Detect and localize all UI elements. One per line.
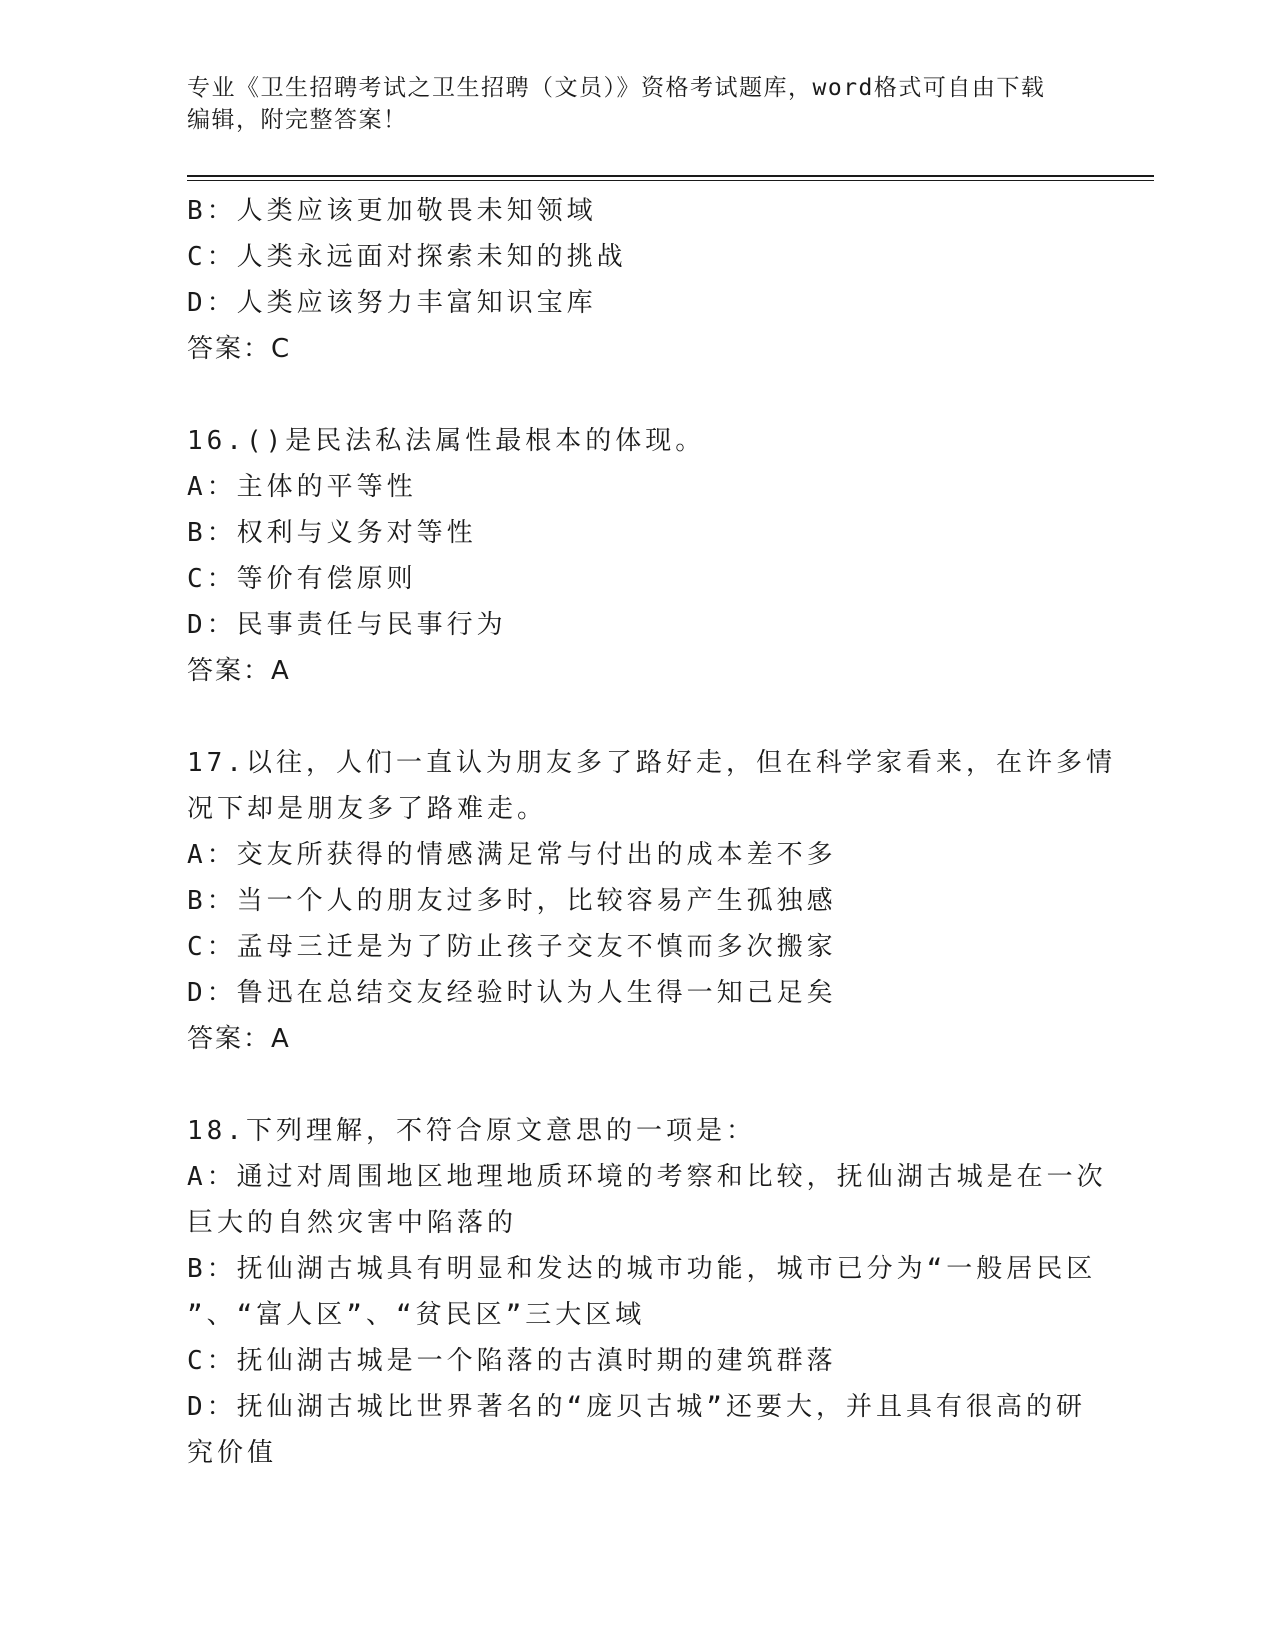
option-d: D：抚仙湖古城比世界著名的“庞贝古城”还要大，并且具有很高的研	[187, 1392, 1086, 1422]
answer-line: 答案：A	[187, 656, 291, 686]
option-b: B：权利与义务对等性	[187, 518, 477, 548]
question-18	[187, 1108, 1107, 1476]
option-d: D：鲁迅在总结交友经验时认为人生得一知己足矣	[187, 978, 837, 1008]
option-a: A：通过对周围地区地理地质环境的考察和比较，抚仙湖古城是在一次	[187, 1162, 1107, 1192]
option-c: C：等价有偿原则	[187, 564, 417, 594]
option-b: B：人类应该更加敬畏未知领域	[187, 196, 597, 226]
option-c: C：人类永远面对探索未知的挑战	[187, 242, 627, 272]
answer-line: 答案：C	[187, 334, 292, 364]
spacer	[187, 694, 1067, 740]
option-c: C：孟母三迁是为了防止孩子交友不慎而多次搬家	[187, 932, 837, 962]
option-d: D：民事责任与民事行为	[187, 610, 507, 640]
option-a: A：交友所获得的情感满足常与付出的成本差不多	[187, 840, 837, 870]
option-b: B：抚仙湖古城具有明显和发达的城市功能，城市已分为“一般居民区	[187, 1254, 1097, 1284]
answer-line: 答案：A	[187, 1024, 291, 1054]
option-d: D：人类应该努力丰富知识宝库	[187, 288, 597, 318]
question-list	[187, 188, 1116, 1476]
question-stem: 16.()是民法私法属性最根本的体现。	[187, 426, 706, 456]
document-header	[187, 72, 1067, 136]
option-b-continued: ”、“富人区”、“贫民区”三大区域	[187, 1300, 646, 1330]
header-divider	[187, 175, 1154, 181]
question-stem: 17.以往，人们一直认为朋友多了路好走，但在科学家看来，在许多情	[187, 748, 1116, 778]
question-17	[187, 740, 1116, 1062]
question-15-fragment	[187, 188, 1067, 372]
spacer	[187, 372, 1067, 418]
option-a: A：主体的平等性	[187, 472, 417, 502]
question-stem-continued: 况下却是朋友多了路难走。	[187, 794, 548, 824]
spacer	[187, 1062, 1067, 1108]
question-16	[187, 418, 1067, 694]
option-d-continued: 究价值	[187, 1438, 278, 1468]
question-stem: 18.下列理解，不符合原文意思的一项是：	[187, 1116, 756, 1146]
option-b: B：当一个人的朋友过多时，比较容易产生孤独感	[187, 886, 837, 916]
option-a-continued: 巨大的自然灾害中陷落的	[187, 1208, 518, 1238]
option-c: C：抚仙湖古城是一个陷落的古滇时期的建筑群落	[187, 1346, 837, 1376]
header-line-2: 编辑，附完整答案！	[187, 107, 408, 133]
header-line-1: 专业《卫生招聘考试之卫生招聘（文员）》资格考试题库，word格式可自由下载	[187, 75, 1046, 101]
